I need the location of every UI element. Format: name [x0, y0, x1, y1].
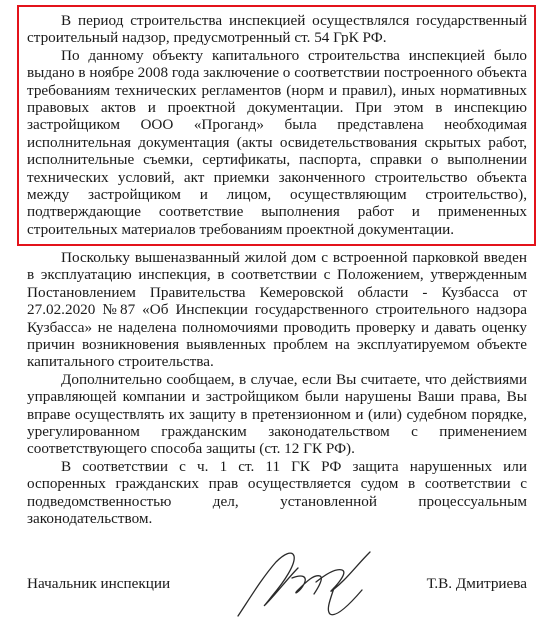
handwritten-signature — [232, 538, 382, 619]
paragraph-construction-supervision: В период строительства инспекцией осуществлялся государственный строительный надзор, предусмотренный ст. 54 ГрК РФ. — [27, 12, 527, 47]
paragraph-conformity-conclusion: По данному объекту капитального строительства инспекцией было выдано в ноябре 2008 года заключение о соответствии построенного объекта требованиям технических регламентов (норм и правил), иных нормативных правовых актов и проектной документации. При этом в инспекцию застройщиком ООО «Проганд» была представлена необходимая исполнительная документация (акты освидетельствования скрытых работ, исполнительные съемки, сертификаты, паспорта, справки о выполнении технических условий, акт приемки законченного строительство объекта между застройщиком и лицом, осуществляющим строительство), подтверждающие соответствие выполнения работ и примененных строительных материалов требованиям проектной документации. — [27, 46, 527, 238]
paragraph-court-protection: В соответствии с ч. 1 ст. 11 ГК РФ защита нарушенных или оспоренных гражданских прав осуществляется судом в соответствии с подведомственностью дел, установленной процессуальным законодательством. — [27, 457, 527, 528]
paragraph-no-authority: Поскольку вышеназванный жилой дом с встроенной парковкой введен в эксплуатацию инспекция, в соответствии с Положением, утвержденным Постановлением Правительства Кемеровской области - Кузбасса от 27.02.2020 №87 «Об Инспекции государственного строительного надзора Кузбасса» не наделена полномочиями проводить проверку и давать оценку причин возникновения выявленных проблем на эксплуатируемом объекте капитального строительства. — [27, 249, 527, 371]
body-text-block — [27, 249, 527, 528]
paragraph-rights-protection: Дополнительно сообщаем, в случае, если Вы считаете, что действиями управляющей компании и застройщиком были нарушены Ваши права, Вы вправе осуществлять их защиту в претензионном и (или) судебном порядке, урегулированном гражданским законодательством с применением соответствующего способа защиты (ст. 12 ГК РФ). — [27, 370, 527, 458]
highlighted-text-block — [27, 12, 527, 238]
signer-name: Т.В. Дмитриева — [426, 575, 527, 592]
signer-position: Начальник инспекции — [27, 575, 171, 592]
